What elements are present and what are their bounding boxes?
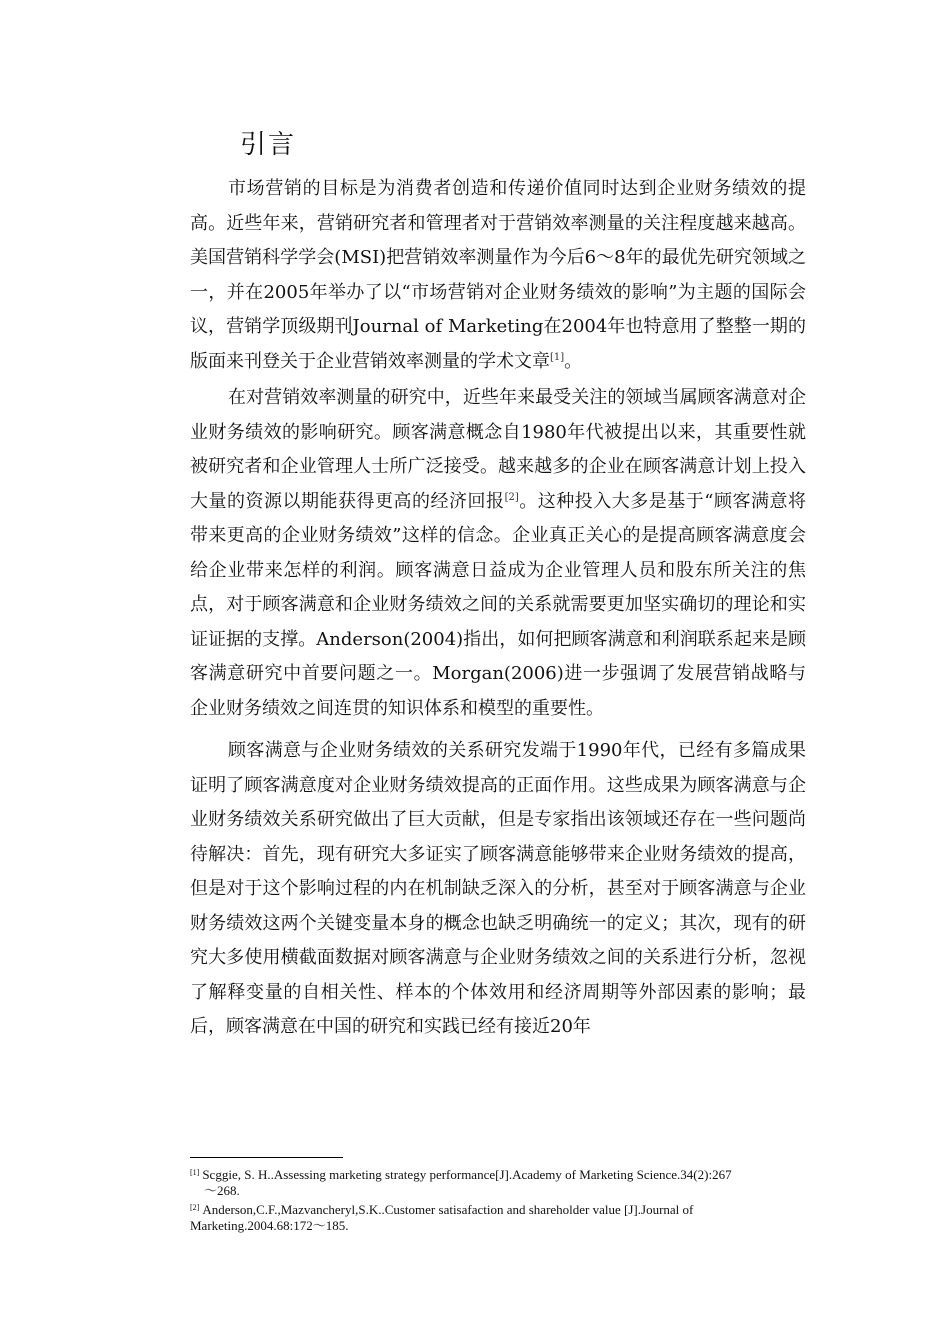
body-text bbox=[190, 172, 806, 1045]
paragraph-2-text: 在对营销效率测量的研究中，近些年来最受关注的领域当属顾客满意对企业财务绩效的影响研究。顾客满意概念自1980年代被提出以来，其重要性就被研究者和企业管理人士所广泛接受。越来越多的企业在顾客满意计划上投入大量的资源以期能获得更高的经济回报 bbox=[190, 387, 806, 512]
footnotes bbox=[190, 1165, 810, 1235]
footnote-mark-1: [1] bbox=[190, 1168, 200, 1177]
paragraph-3-text: 顾客满意与企业财务绩效的关系研究发端于1990年代，已经有多篇成果证明了顾客满意度对企业财务绩效提高的正面作用。这些成果为顾客满意与企业财务绩效关系研究做出了巨大贡献，但是专家指出该领域还存在一些问题尚待解决：首先，现有研究大多证实了顾客满意能够带来企业财务绩效的提高，但是对于这个影响过程的内在机制缺乏深入的分析，甚至对于顾客满意与企业财务绩效这两个关键变量本身的概念也缺乏明确统一的定义；其次，现有的研究大多使用横截面数据对顾客满意与企业财务绩效之间的关系进行分析，忽视了解释变量的自相关性、样本的个体效用和经济周期等外部因素的影响；最后，顾客满意在中国的研究和实践已经有接近20年 bbox=[190, 740, 806, 1037]
paragraph-2-tail: 。这种投入大多是基于“顾客满意将带来更高的企业财务绩效”这样的信念。企业真正关心的是提高顾客满意度会给企业带来怎样的利润。顾客满意日益成为企业管理人员和股东所关注的焦点，对于顾客满意和企业财务绩效之间的关系就需要更加坚实确切的理论和实证证据的支撑。Anderson(2004)指出，如何把顾客满意和利润联系起来是顾客满意研究中首要问题之一。Morgan(2006)进一步强调了发展营销战略与企业财务绩效之间连贯的知识体系和模型的重要性。 bbox=[190, 490, 806, 719]
footnote-2-text: Anderson,C.F.,Mazvancheryl,S.K..Customer satisafaction and shareholder value [J].Journal of Marketing.2004.68:172～185. bbox=[190, 1202, 694, 1233]
paragraph-2 bbox=[190, 381, 806, 726]
paragraph-1 bbox=[190, 172, 806, 379]
footnote-2 bbox=[190, 1200, 810, 1234]
footnote-divider bbox=[190, 1157, 343, 1158]
paragraph-1-text: 市场营销的目标是为消费者创造和传递价值同时达到企业财务绩效的提高。近些年来，营销研究者和管理者对于营销效率测量的关注程度越来越高。美国营销科学学会(MSI)把营销效率测量作为今后6～8年的最优先研究领域之一，并在2005年举办了以“市场营销对企业财务绩效的影响”为主题的国际会议，营销学顶级期刊Journal of Marketing在2004年也特意用了整整一期的版面来刊登关于企业营销效率测量的学术文章 bbox=[190, 178, 806, 372]
footnote-1 bbox=[190, 1165, 810, 1199]
footnote-mark-2: [2] bbox=[190, 1203, 200, 1212]
paragraph-1-tail: 。 bbox=[564, 350, 583, 372]
footnote-1-text: Scggie, S. H..Assessing marketing strategy performance[J].Academy of Marketing Science.34(2):267 bbox=[202, 1167, 732, 1182]
paragraph-3 bbox=[190, 734, 806, 1045]
footnote-1-continuation: ～268. bbox=[204, 1183, 240, 1198]
citation-ref-2[interactable]: [2] bbox=[504, 491, 519, 503]
section-heading: 引言 bbox=[240, 130, 297, 160]
citation-ref-1[interactable]: [1] bbox=[550, 351, 565, 363]
